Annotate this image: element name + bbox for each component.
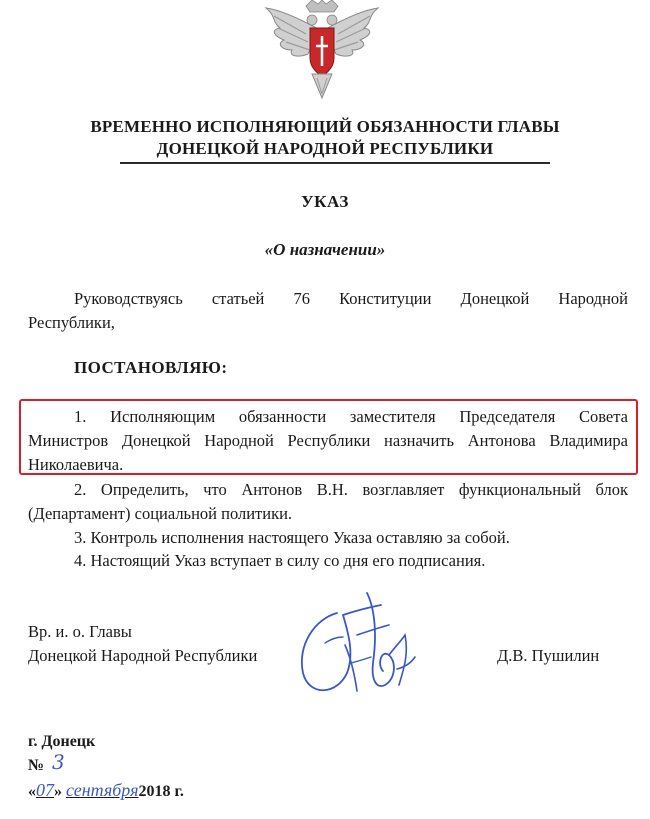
date-close-quote: » [54,783,62,800]
decree-item-4: 4. Настоящий Указ вступает в силу со дня его подписания. [74,551,486,570]
date-year: 2018 г. [138,783,184,800]
intro-paragraph [28,287,628,335]
document-subject: «О назначении» [264,240,386,259]
issuer-title-line1: ВРЕМЕННО ИСПОЛНЯЮЩИЙ ОБЯЗАННОСТИ ГЛАВЫ [90,117,560,136]
number-label: № [28,757,45,774]
coat-of-arms-icon [262,0,382,100]
date-month: сентября [66,780,139,800]
decree-item-2 [28,478,628,526]
decree-word: ПОСТАНОВЛЯЮ: [74,358,228,377]
intro-line2: Республики, [28,313,115,332]
signatory-title-line2: Донецкой Народной Республики [28,646,258,665]
highlight-box [19,399,638,475]
decree-item-1-rest: Министров Донецкой Народной Республики назначить Антонова Владимира Николаевича. [28,431,628,474]
date [28,780,184,801]
city: г. Донецк [28,733,96,750]
number-value: 3 [52,750,65,774]
document-type: УКАЗ [301,192,349,211]
decree-item-2-rest: (Департамент) социальной политики. [28,504,293,523]
header-divider [120,162,550,164]
decree-item-2-line1: 2. Определить, что Антонов В.Н. возглавляет функциональный блок [74,480,628,499]
signature-icon [285,585,435,710]
signatory-name: Д.В. Пушилин [497,646,600,665]
decree-item-3: 3. Контроль исполнения настоящего Указа оставляю за собой. [74,528,510,547]
intro-line1: Руководствуясь статьей 76 Конституции Донецкой Народной [74,289,628,308]
signatory-title-line1: Вр. и. о. Главы [28,622,132,641]
date-open-quote: « [28,783,36,800]
date-day: 07 [36,780,54,800]
issuer-title-line2: ДОНЕЦКОЙ НАРОДНОЙ РЕСПУБЛИКИ [156,139,494,158]
decree-item-1-line1: 1. Исполняющим обязанности заместителя Председателя Совета [74,407,628,426]
